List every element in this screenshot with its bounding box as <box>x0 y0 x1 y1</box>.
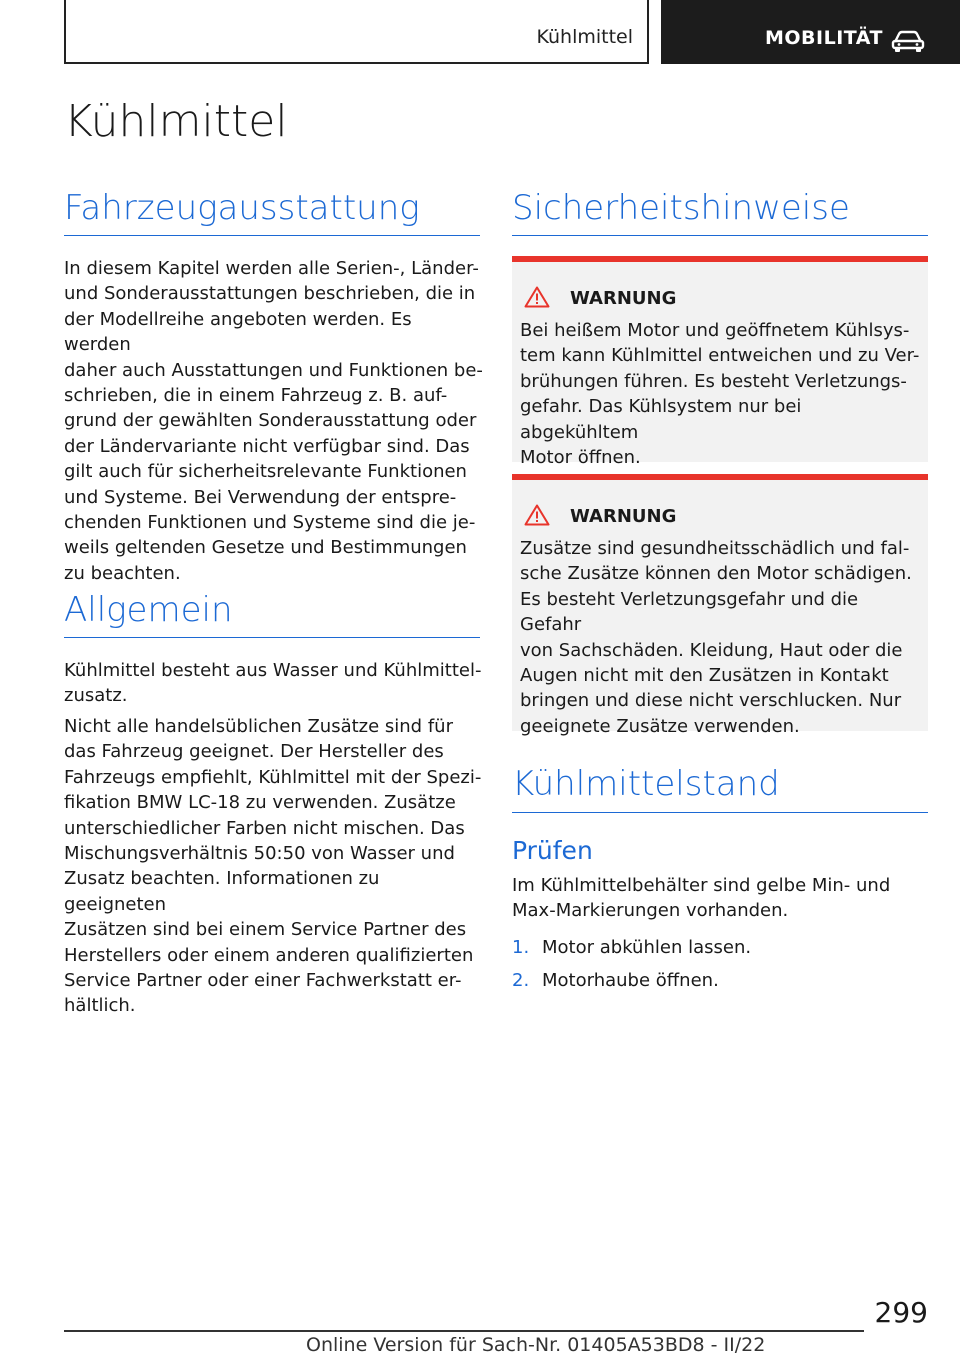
section-label: MOBILITÄT <box>765 27 883 49</box>
text-line: sche Zusätze können den Motor schädigen. <box>520 563 912 585</box>
subsection-title-pruefen: Prüfen <box>512 836 593 865</box>
warning-triangle-icon <box>524 286 550 308</box>
section-rule <box>64 637 480 638</box>
text-line: brühungen führen. Es besteht Verletzungs- <box>520 370 907 392</box>
text-line: grund der gewählten Sonderausstattung oder <box>64 410 477 432</box>
car-icon <box>891 29 925 53</box>
warning-text <box>520 536 924 739</box>
allgemein-para-2 <box>64 714 484 1019</box>
footer-version: Online Version für Sach-Nr. 01405A53BD8 - II/22 <box>306 1334 766 1356</box>
text-line: Service Partner oder einer Fachwerkstatt er- <box>64 970 462 992</box>
section-rule <box>64 235 480 236</box>
step-number: 2. <box>512 970 530 991</box>
text-line: Im Kühlmittelbehälter sind gelbe Min- und <box>512 875 891 896</box>
section-title-sicherheitshinweise: Sicherheitshinweise <box>512 188 850 228</box>
text-line: In diesem Kapitel werden alle Serien-, Länder- <box>64 258 479 279</box>
text-line: Max-Markierungen vorhanden. <box>512 900 789 922</box>
text-line: das Fahrzeug geeignet. Der Hersteller des <box>64 741 444 763</box>
text-line: daher auch Ausstattungen und Funktionen be- <box>64 359 483 381</box>
text-line: tem kann Kühlmittel entweichen und zu Ver- <box>520 345 920 367</box>
text-line: zu beachten. <box>64 562 181 584</box>
text-line: von Sachschäden. Kleidung, Haut oder die <box>520 639 903 661</box>
text-line: unterschiedlicher Farben nicht mischen. Das <box>64 817 465 839</box>
chapter-label: Kühlmittel <box>536 26 633 48</box>
warning-box <box>512 474 928 737</box>
text-line: Zusatz beachten. Informationen zu geeigneten <box>64 868 380 915</box>
text-line: gilt auch für sicherheitsrelevante Funktionen <box>64 461 467 483</box>
section-title-allgemein: Allgemein <box>64 590 233 630</box>
text-line: chenden Funktionen und Systeme sind die je- <box>64 512 476 534</box>
text-line: gefahr. Das Kühlsystem nur bei abgekühltem <box>520 396 802 443</box>
text-line: und Sonderausstattungen beschrieben, die in <box>64 283 476 305</box>
warning-triangle-icon <box>524 504 550 526</box>
text-line: der Modellreihe angeboten werden. Es werden <box>64 308 412 356</box>
step-text: Motorhaube öffnen. <box>542 970 719 991</box>
section-tab <box>661 0 960 64</box>
text-line: Zusätzen sind bei einem Service Partner des <box>64 919 467 941</box>
section-rule <box>512 235 928 236</box>
section-title-fahrzeugausstattung: Fahrzeugausstattung <box>64 188 420 228</box>
pruefen-intro <box>512 873 932 924</box>
page-number: 299 <box>874 1296 928 1329</box>
text-line: Kühlmittel besteht aus Wasser und Kühlmittel- <box>64 660 482 681</box>
text-line: fikation BMW LC-18 zu verwenden. Zusätze <box>64 792 456 814</box>
text-line: geeignete Zusätze verwenden. <box>520 715 800 737</box>
warning-box <box>512 256 928 469</box>
text-line: und Systeme. Bei Verwendung der entspre- <box>64 486 457 508</box>
section-rule <box>512 812 928 813</box>
text-line: Bei heißem Motor und geöffnetem Kühlsys- <box>520 320 910 341</box>
text-line: der Ländervariante nicht verfügbar sind. Das <box>64 435 470 457</box>
step-number: 1. <box>512 937 530 958</box>
warning-label: WARNUNG <box>570 288 677 309</box>
warning-label: WARNUNG <box>570 506 677 527</box>
text-line: Fahrzeugs empfiehlt, Kühlmittel mit der Spezi- <box>64 766 482 788</box>
text-line: Motor öffnen. <box>520 447 641 469</box>
text-line: schrieben, die in einem Fahrzeug z. B. auf- <box>64 385 448 407</box>
text-line: Mischungsverhältnis 50:50 von Wasser und <box>64 843 455 865</box>
text-line: Es besteht Verletzungsgefahr und die Gefahr <box>520 588 859 636</box>
fahrzeugausstattung-text <box>64 256 484 586</box>
text-line: Herstellers oder einem anderen qualifizierten <box>64 944 474 966</box>
text-line: hältlich. <box>64 995 136 1017</box>
text-line: Zusätze sind gesundheitsschädlich und fal- <box>520 538 910 559</box>
footer-rule <box>64 1330 864 1332</box>
warning-text <box>520 318 924 470</box>
allgemein-para-1 <box>64 658 484 709</box>
step-text: Motor abkühlen lassen. <box>542 937 752 958</box>
text-line: Nicht alle handelsüblichen Zusätze sind für <box>64 716 453 737</box>
text-line: weils geltenden Gesetze und Bestimmungen <box>64 537 467 559</box>
section-title-kuehlmittelstand: Kühlmittelstand <box>512 764 780 804</box>
text-line: zusatz. <box>64 685 128 707</box>
text-line: Augen nicht mit den Zusätzen in Kontakt <box>520 665 889 687</box>
page-title: Kühlmittel <box>64 96 288 147</box>
chapter-tab <box>64 0 649 64</box>
text-line: bringen und diese nicht verschlucken. Nur <box>520 690 902 712</box>
